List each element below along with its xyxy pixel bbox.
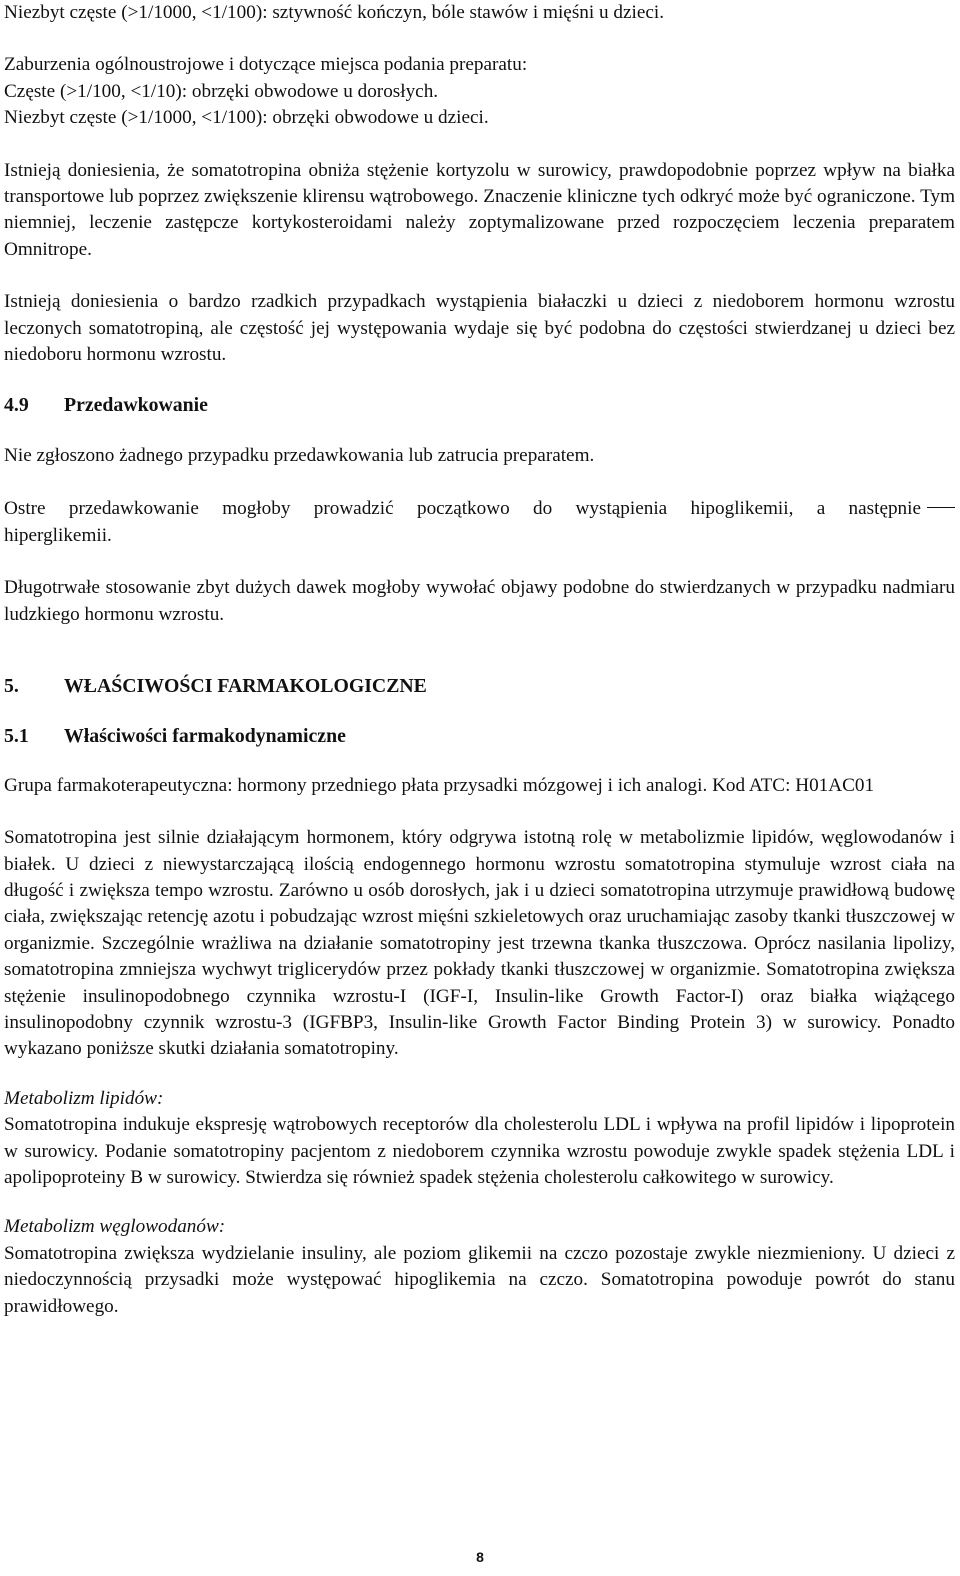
paragraph-kortyzol: Istnieją doniesienia, że somatotropina obniża stężenie kortyzolu w surowicy, prawdopodobnie poprzez wpływ na białka transportowe lub poprzez zwiększenie klirensu wątrobowego. Znaczenie kliniczne tych odkryć może być ograniczone. Tym niemniej, leczenie zastępcze kortykosteroidami należy zoptymalizowane przed rozpoczęciem leczenia preparatem Omnitrope. bbox=[4, 159, 955, 260]
paragraph-ostre-text: Ostre przedawkowanie mogłoby prowadzić początkowo do wystąpienia hipoglikemii, a następnie bbox=[4, 498, 921, 520]
label-metabolizm-lipidow: Metabolizm lipidów: bbox=[4, 1087, 164, 1109]
em-dash bbox=[927, 507, 955, 508]
text-line: Niezbyt częste (>1/1000, <1/100): sztywność kończyn, bóle stawów i mięśni u dzieci. bbox=[4, 2, 665, 23]
section-title: WŁAŚCIWOŚCI FARMAKOLOGICZNE bbox=[64, 674, 427, 697]
paragraph-weglowodany: Somatotropina zwiększa wydzielanie insuliny, ale poziom glikemii na czczo pozostaje zwykle niezmieniony. U dzieci z niedoczynnością przysadki może występować hipoglikemia na czczo. Somatotropina powoduje powrót do stanu prawidłowego. bbox=[4, 1242, 955, 1317]
paragraph-ostre-continued: hiperglikemii. bbox=[4, 524, 112, 546]
paragraph-grupa: Grupa farmakoterapeutyczna: hormony przedniego płata przysadki mózgowej i ich analogi. Kod ATC: H01AC01 bbox=[4, 774, 875, 796]
paragraph-lipidy: Somatotropina indukuje ekspresję wątrobowych receptorów dla cholesterolu LDL i wpływa na profil lipidów i lipoprotein w surowicy. Podanie somatotropiny pacjentom z niedoborem czynnika wzrostu powoduje zwykle spadek stężenia LDL i apolipoproteiny B w surowicy. Stwierdza się również spadek stężenia cholesterolu całkowitego w surowicy. bbox=[4, 1114, 955, 1188]
section-heading-5 bbox=[4, 673, 955, 699]
document-page bbox=[4, 0, 955, 1320]
section-title: Właściwości farmakodynamiczne bbox=[64, 725, 346, 748]
page-number: 8 bbox=[476, 1549, 484, 1565]
section-number: 5.1 bbox=[4, 725, 29, 748]
paragraph-bialaczka: Istnieją doniesienia o bardzo rzadkich przypadkach wystąpienia białaczki u dzieci z niedoborem hormonu wzrostu leczonych somatotropiną, ale częstość jej występowania wydaje się być podobna do częstości stwierdzanej u dzieci bez niedoboru hormonu wzrostu. bbox=[4, 291, 955, 366]
section-number: 5. bbox=[4, 674, 19, 697]
paragraph-ostre bbox=[4, 496, 955, 522]
section-title: Przedawkowanie bbox=[64, 394, 208, 417]
paragraph-dlugotrwale: Długotrwałe stosowanie zbyt dużych dawek mogłoby wywołać objawy podobne do stwierdzanych w przypadku nadmiaru ludzkiego hormonu wzrostu. bbox=[4, 577, 955, 625]
section-heading-5-1 bbox=[4, 723, 955, 749]
section-heading-4-9 bbox=[4, 392, 955, 418]
label-metabolizm-weglowodanow: Metabolizm węglowodanów: bbox=[4, 1216, 226, 1238]
text-line: Częste (>1/100, <1/10): obrzęki obwodowe u dorosłych. bbox=[4, 80, 439, 102]
text-line: Niezbyt częste (>1/1000, <1/100): obrzęki obwodowe u dzieci. bbox=[4, 107, 489, 129]
section-number: 4.9 bbox=[4, 394, 29, 417]
paragraph-nie-zgloszono: Nie zgłoszono żadnego przypadku przedawkowania lub zatrucia preparatem. bbox=[4, 444, 595, 466]
paragraph-somatotropina: Somatotropina jest silnie działającym hormonem, który odgrywa istotną rolę w metabolizmie lipidów, węglowodanów i białek. U dzieci z niewystarczającą ilością endogennego hormonu wzrostu somatotropina stymuluje wzrost ciała na długość i zwiększa tempo wzrostu. Zarówno u osób dorosłych, jak i u dzieci somatotropina utrzymuje prawidłową budowę ciała, zwiększając retencję azotu i pobudzając wzrost mięśni szkieletowych oraz uruchamiając zasoby tkanki tłuszczowej w organizmie. Szczególnie wrażliwa na działanie somatotropiny jest trzewna tkanka tłuszczowa. Oprócz nasilania lipolizy, somatotropina zmniejsza wychwyt triglicerydów przez pokłady tkanki tłuszczowej w organizmie. Somatotropina zwiększa stężenie insulinopodobnego czynnika wzrostu-I (IGF-I, Insulin-like Growth Factor-I) oraz białka wiążącego insulinopodobny czynnik wzrostu-3 (IGFBP3, Insulin-like Growth Factor Binding Protein 3) w surowicy. Ponadto wykazano poniższe skutki działania somatotropiny. bbox=[4, 827, 955, 1060]
text-line: Zaburzenia ogólnoustrojowe i dotyczące miejsca podania preparatu: bbox=[4, 54, 528, 76]
